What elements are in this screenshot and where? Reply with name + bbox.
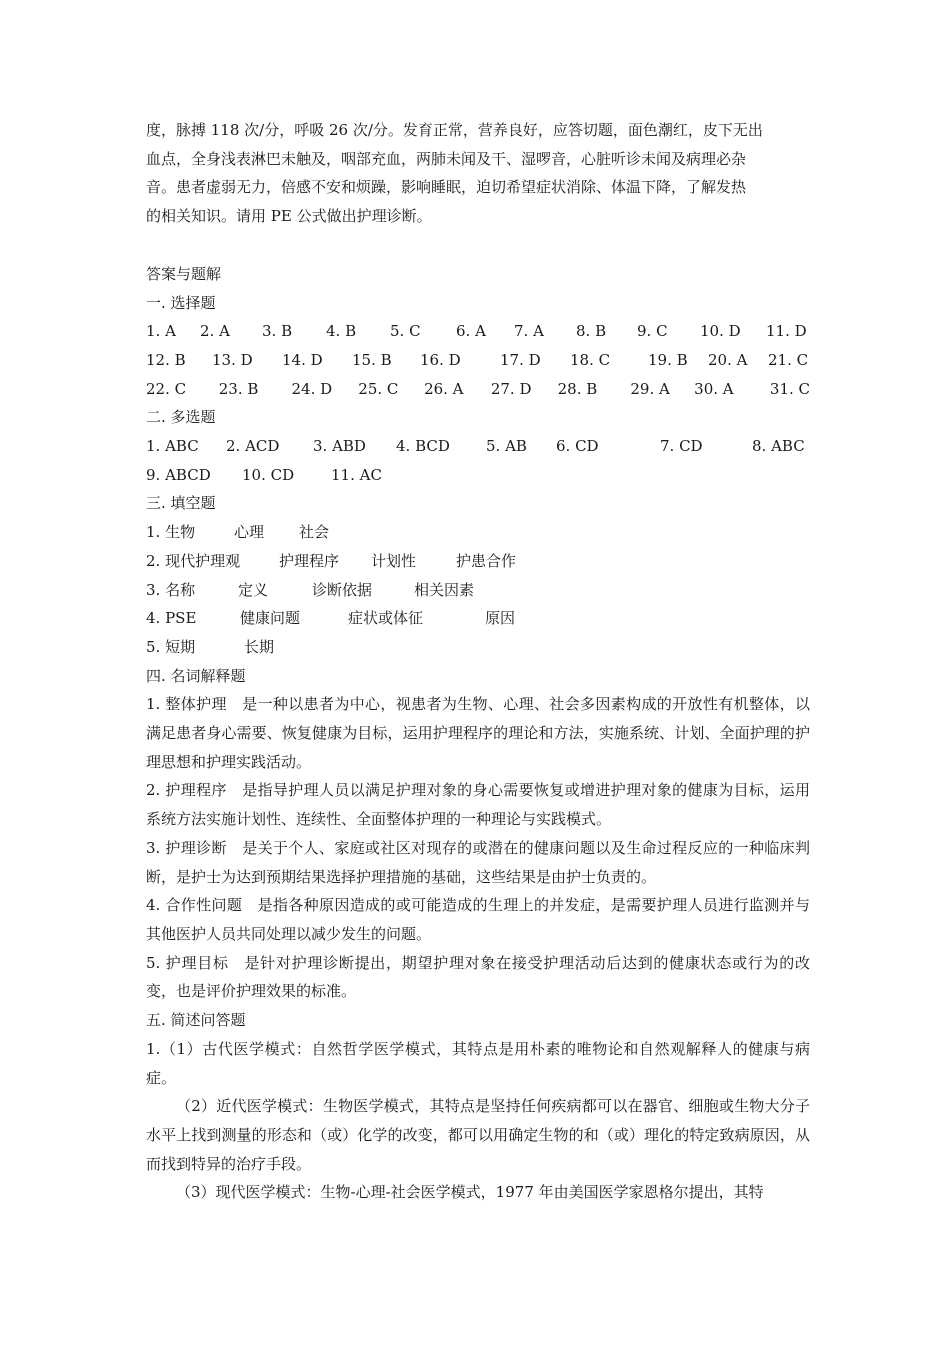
answer-item: 健康问题 [240,609,301,628]
answer-item: 1. ABC [146,437,199,456]
answer-item: 相关因素 [414,580,475,599]
answer-row [146,547,810,576]
answer-paragraph: 1.（1）古代医学模式：自然哲学医学模式，其特点是用朴素的唯物论和自然观解释人的健康与病症。 [146,1039,810,1087]
answer-item: 原因 [485,609,516,628]
answer-item: 21. C [768,350,809,369]
answer-item: 28. B [557,379,598,398]
answer-item: 4. B [326,322,357,341]
answer-item: 11. AC [331,465,382,484]
answer-item: 31. C [769,379,811,398]
answer-item: 11. D [766,322,807,341]
answer-item: 3. B [262,322,293,341]
answer-item: 25. C [358,379,399,398]
answer-item: 12. B [146,350,186,369]
answer-item: 9. ABCD [146,465,211,484]
answer-item: 心理 [234,523,265,542]
answer-item: 22. C [146,379,187,398]
answer-row [146,461,810,490]
answer-item: 4. BCD [396,437,450,456]
answer-paragraph: （3）现代医学模式：生物-心理-社会医学模式，1977 年由美国医学家恩格尔提出，其特 [176,1183,764,1202]
intro-paragraph [146,116,810,231]
answer-item: 7. CD [660,437,703,456]
answer-row [146,375,810,404]
answer-item: 护患合作 [456,551,517,570]
answers-title: 答案与题解 [146,264,222,283]
section-title-choice: 一. 选择题 [146,293,216,312]
answer-item: 1. A [146,322,176,341]
answer-item: 14. D [282,350,323,369]
answer-item: 8. ABC [752,437,805,456]
answer-item: 8. B [576,322,607,341]
answer-item: 7. A [514,322,544,341]
intro-line: 度，脉搏 118 次/分，呼吸 26 次/分。发育正常，营养良好，应答切题，面色潮红，皮下无出 [146,121,763,139]
section-title-multi: 二. 多选题 [146,408,216,427]
answer-item: 定义 [238,580,269,599]
answer-item: 6. A [456,322,486,341]
answer-item: 计划性 [371,551,417,570]
answer-item: 5. 短期 [146,637,196,656]
answer-item: 10. D [700,322,741,341]
answer-row [146,576,810,605]
answer-row [146,346,810,375]
answer-row [146,633,810,662]
answer-item: 9. C [637,322,668,341]
answer-item: 6. CD [556,437,599,456]
intro-line: 血点，全身浅表淋巴未触及，咽部充血，两肺未闻及干、湿啰音，心脏听诊未闻及病理必杂 [146,149,747,168]
answer-row [146,432,810,461]
section-title-terms: 四. 名词解释题 [146,666,246,685]
answer-item: 3. ABD [313,437,366,456]
answer-item: 诊断依据 [312,580,373,599]
answer-item: 5. AB [486,437,527,456]
answer-item: 症状或体征 [348,609,424,628]
answer-item: 2. ACD [226,437,280,456]
answer-item: 30. A [694,379,734,398]
answer-item: 2. A [200,322,230,341]
answer-item: 15. B [352,350,392,369]
answer-item: 4. PSE [146,609,197,628]
answer-paragraph: （2）近代医学模式：生物医学模式，其特点是坚持任何疾病都可以在器官、细胞或生物大分子水平上找到测量的形态和（或）化学的改变，都可以用确定生物的和（或）理化的特定致病原因，从而找到特异的治疗手段。 [146,1097,810,1173]
answer-item: 20. A [708,350,748,369]
section-gap [146,231,810,260]
intro-line: 的相关知识。请用 PE 公式做出护理诊断。 [146,207,432,226]
answer-row [146,317,810,346]
answer-item: 19. B [648,350,688,369]
answer-item: 29. A [630,379,670,398]
answer-item: 1. 生物 [146,523,196,542]
answer-item: 17. D [500,350,541,369]
term-definition: 1. 整体护理 是一种以患者为中心，视患者为生物、心理、社会多因素构成的开放性有机整体，以满足患者身心需要、恢复健康为目标，运用护理程序的理论和方法，实施系统、计划、全面护理的护理思想和护理实践活动。 [146,695,810,771]
answer-item: 10. CD [242,465,295,484]
answer-item: 27. D [490,379,532,398]
document-page [146,116,810,1207]
section-title-short-answer: 五. 简述问答题 [146,1011,246,1030]
term-definition: 4. 合作性问题 是指各种原因造成的或可能造成的生理上的并发症，是需要护理人员进行监测并与其他医护人员共同处理以减少发生的问题。 [146,896,810,943]
answer-item: 24. D [291,379,333,398]
answer-item: 护理程序 [279,551,340,570]
section-title-fill: 三. 填空题 [146,494,216,513]
term-definition: 3. 护理诊断 是关于个人、家庭或社区对现存的或潜在的健康问题以及生命过程反应的一种临床判断，是护士为达到预期结果选择护理措施的基础，这些结果是由护士负责的。 [146,838,810,886]
answer-row [146,518,810,547]
term-definition: 5. 护理目标 是针对护理诊断提出，期望护理对象在接受护理活动后达到的健康状态或行为的改变，也是评价护理效果的标准。 [146,953,810,1001]
term-definition: 2. 护理程序 是指导护理人员以满足护理对象的身心需要恢复或增进护理对象的健康为目标，运用系统方法实施计划性、连续性、全面整体护理的一种理论与实践模式。 [146,781,810,829]
answer-item: 16. D [420,350,461,369]
answer-item: 长期 [244,637,275,656]
answer-row [146,604,810,633]
answer-item: 26. A [424,379,464,398]
intro-line: 音。患者虚弱无力，倍感不安和烦躁，影响睡眠，迫切希望症状消除、体温下降，了解发热 [146,178,747,197]
answer-item: 社会 [299,523,330,542]
answer-item: 5. C [390,322,421,341]
answer-item: 13. D [212,350,253,369]
answer-item: 23. B [218,379,259,398]
answer-item: 18. C [570,350,611,369]
answer-item: 2. 现代护理观 [146,551,241,570]
answer-item: 3. 名称 [146,580,196,599]
